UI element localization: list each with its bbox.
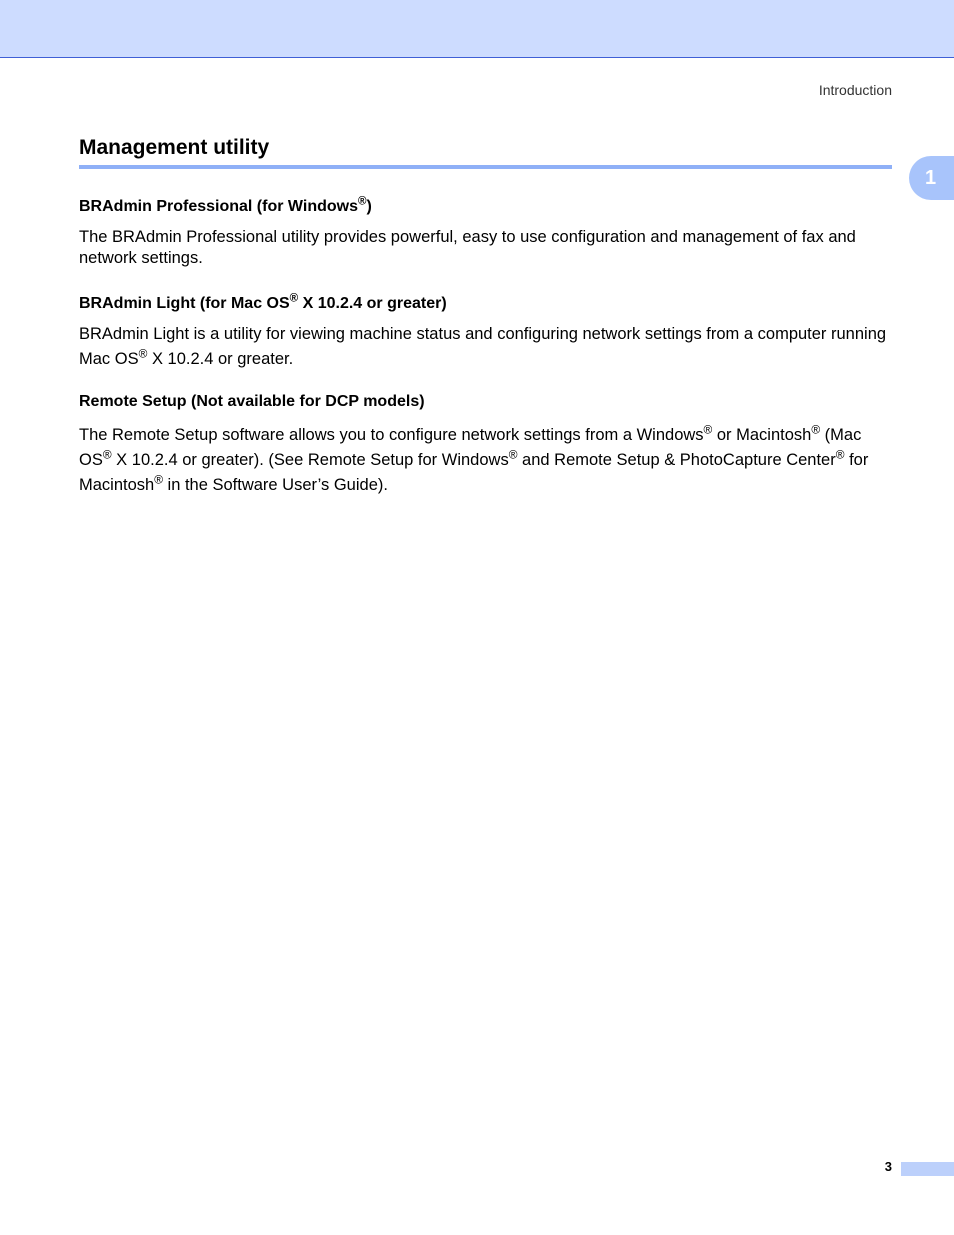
running-head: Introduction — [818, 82, 892, 98]
chapter-tab — [909, 156, 954, 200]
chapter-number: 1 — [924, 166, 937, 189]
footer-bar — [901, 1162, 954, 1176]
section-title: Management utility — [79, 136, 270, 159]
heading-bradmin-professional: BRAdmin Professional (for Windows®) — [79, 195, 372, 215]
page-number: 3 — [884, 1159, 892, 1174]
paragraph-bradmin-light: BRAdmin Light is a utility for viewing machine status and configuring network settings from a computer running Mac OS® X 10.2.4 or greater. — [79, 325, 887, 368]
heading-remote-setup: Remote Setup (Not available for DCP models) — [79, 393, 425, 410]
paragraph-remote-setup: The Remote Setup software allows you to configure network settings from a Windows® or Macintosh® (Mac OS® X 10.2.4 or greater). (See Remote Setup for Windows® and Remote Setup & PhotoCapture Center® for Macintosh® in the Software User’s Guide). — [79, 422, 869, 494]
section-title-rule — [79, 165, 892, 169]
heading-bradmin-light: BRAdmin Light (for Mac OS® X 10.2.4 or greater) — [79, 292, 447, 312]
header-band — [0, 0, 954, 58]
paragraph-bradmin-professional: The BRAdmin Professional utility provides powerful, easy to use configuration and management of fax and network settings. — [79, 228, 856, 267]
